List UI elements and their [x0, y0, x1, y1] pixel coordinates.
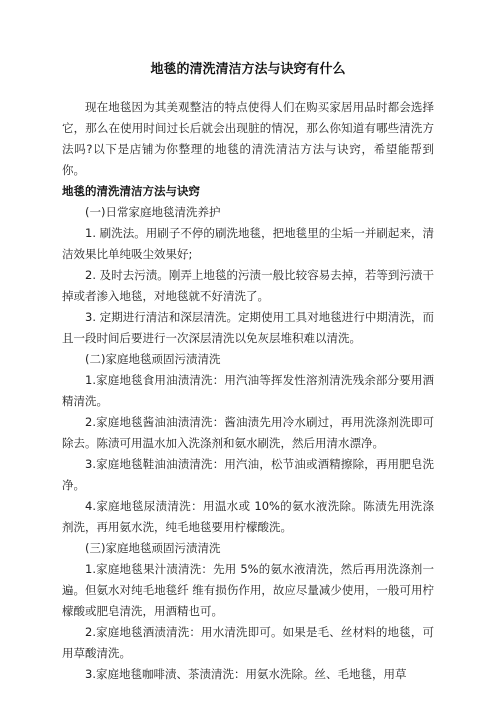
paragraph: 1. 刷洗法。用刷子不停的刷洗地毯，把地毯里的尘垢一并刷起来，清洁效果比单纯吸尘效果好; [62, 226, 434, 261]
paragraph: (一)日常家庭地毯清洗养护 [85, 205, 221, 219]
document-body [62, 97, 434, 685]
paragraph: 1.家庭地毯食用油渍清洗：用汽油等挥发性溶剂清洗残余部分要用酒精清洗。 [62, 373, 434, 408]
paragraph: 2. 及时去污渍。刚弄上地毯的污渍一般比较容易去掉，若等到污渍干掉或者渗入地毯，对地毯就不好清洗了。 [62, 268, 434, 303]
paragraph: 3.家庭地毯鞋油油渍清洗：用汽油，松节油或酒精擦除，再用肥皂洗净。 [62, 457, 434, 492]
paragraph: (二)家庭地毯顽固污渍清洗 [85, 352, 221, 366]
paragraph: 现在地毯因为其美观整洁的特点使得人们在购买家居用品时都会选择它，那么在使用时间过长后就会出现脏的情况，那么你知道有哪些清洗方法吗?以下是店铺为你整理的地毯的清洗清洁方法与诀窍，希望能帮到你。 [62, 100, 434, 177]
paragraph: 4.家庭地毯尿渍清洗：用温水或 10%的氨水液洗除。陈渍先用洗涤剂洗，再用氨水洗，纯毛地毯要用柠檬酸洗。 [62, 499, 434, 534]
paragraph: (三)家庭地毯顽固污渍清洗 [85, 541, 221, 555]
paragraph: 1.家庭地毯果汁渍清洗：先用 5%的氨水液清洗，然后再用洗涤剂一遍。但氨水对纯毛地毯纤 维有损伤作用，故应尽量减少使用，一般可用柠檬酸或肥皂清洗，用酒精也可。 [62, 562, 434, 618]
paragraph: 3. 定期进行清洁和深层清洗。定期使用工具对地毯进行中期清洗，而且一段时间后要进行一次深层清洗以免灰层堆积难以清洗。 [62, 310, 434, 345]
document-title: 地毯的清洗清洁方法与诀窍有什么 [150, 62, 346, 77]
paragraph: 2.家庭地毯酒渍清洗：用水清洗即可。如果是毛、丝材料的地毯，可用草酸清洗。 [62, 625, 434, 660]
paragraph: 3.家庭地毯咖啡渍、茶渍清洗：用氨水洗除。丝、毛地毯，用草 [85, 667, 407, 681]
section-heading: 地毯的清洗清洁方法与诀窍 [62, 184, 200, 198]
paragraph: 2.家庭地毯酱油油渍清洗：酱油渍先用冷水刷过，再用洗涤剂洗即可除去。陈渍可用温水加入洗涤剂和氨水刷洗，然后用清水漂净。 [62, 415, 434, 450]
